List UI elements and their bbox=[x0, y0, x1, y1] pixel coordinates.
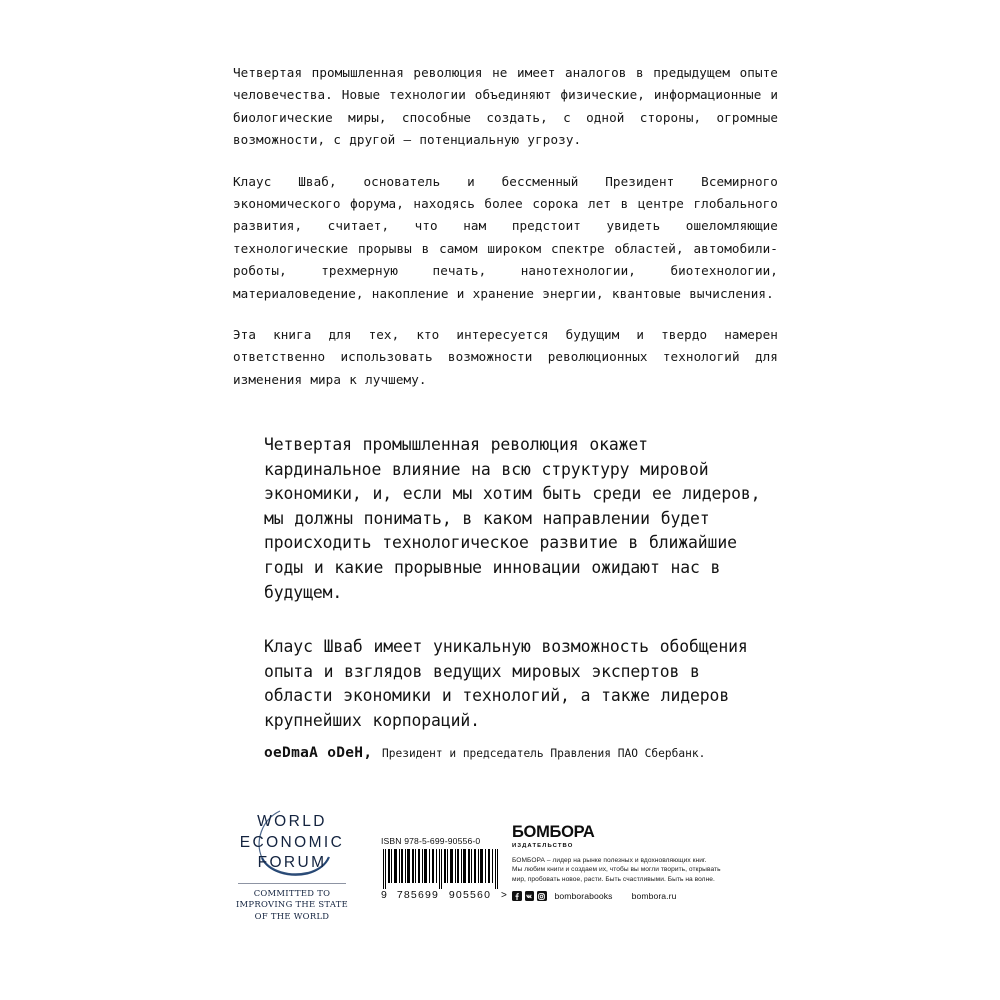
quote-attribution bbox=[264, 742, 804, 761]
publisher-block bbox=[512, 824, 802, 901]
attribution-role: Президент и председатель Правления ПАО Сбербанк. bbox=[382, 747, 706, 760]
intro-paragraph-2: Клаус Шваб, основатель и бессменный Президент Всемирного экономического форума, находясь более сорока лет в центре глобального развития, считает, что нам предстоит увидеть ошеломляющие технологические прорывы в самом широком спектре областей, автомобили-роботы, трехмерную печать, нанотехнологии, биотехнологии, материаловедение, накопление и хранение энергии, квантовые вычисления. bbox=[233, 173, 778, 301]
svg-text:WORLD: WORLD bbox=[257, 813, 327, 830]
publisher-name: БОМБОРА bbox=[512, 823, 595, 841]
attribution-author: oeDmaA oDeH, bbox=[264, 745, 373, 761]
wef-tagline-line-3: OF THE WORLD bbox=[254, 910, 330, 921]
facebook-icon[interactable] bbox=[512, 891, 522, 901]
instagram-icon[interactable] bbox=[537, 891, 547, 901]
intro-text-block bbox=[233, 62, 778, 391]
vk-icon[interactable] bbox=[525, 891, 535, 901]
isbn-barcode-block bbox=[381, 836, 507, 901]
intro-paragraph-1: Четвертая промышленная революция не имеет аналогов в предыдущем опыте человечества. Новые технологии объединяют физические, информационные и биологические миры, способные создать, с одной стороны, огромные возможности, с другой — потенциальную угрозу. bbox=[233, 65, 778, 148]
publisher-description bbox=[512, 856, 802, 884]
publisher-website[interactable]: bombora.ru bbox=[631, 891, 677, 902]
world-economic-forum-logo bbox=[233, 806, 351, 922]
barcode-digits-group-2: 905560 bbox=[448, 889, 492, 901]
intro-paragraph-3: Эта книга для тех, кто интересуется будущим и твердо намерен ответственно использовать возможности революционных технологий для изменения мира к лучшему. bbox=[233, 327, 778, 387]
publisher-social-handle[interactable]: bomborabooks bbox=[554, 891, 613, 902]
wef-divider bbox=[238, 883, 346, 884]
publisher-description-line-2: Мы любим книги и создаем их, чтобы вы могли творить, открывать bbox=[512, 866, 721, 874]
isbn-label: ISBN 978-5-699-90556-0 bbox=[381, 836, 481, 846]
publisher-social-row bbox=[512, 891, 802, 901]
publisher-subtitle: ИЗДАТЕЛЬСТВО bbox=[512, 843, 574, 849]
wef-tagline-line-2: IMPROVING THE STATE bbox=[235, 899, 349, 910]
barcode-digit-left: 9 bbox=[381, 889, 388, 901]
quote-paragraph-1: Четвертая промышленная революция окажет кардинальное влияние на всю структуру мировой экономики, и, если мы хотим быть среди ее лидеров, мы должны понимать, в каком направлении будет происходить технологическое развитие в ближайшие годы и какие прорывные инновации ожидают нас в будущем. bbox=[264, 435, 761, 602]
svg-text:ECONOMIC: ECONOMIC bbox=[239, 834, 345, 851]
quote-paragraph-2: Клаус Шваб имеет уникальную возможность обобщения опыта и взглядов ведущих мировых экспертов в области экономики и технологий, а также лидеров крупнейших корпораций. bbox=[264, 637, 748, 730]
wef-tagline bbox=[233, 888, 351, 922]
barcode-end-marker: > bbox=[500, 890, 507, 901]
ean13-barcode bbox=[381, 849, 503, 889]
wef-tagline-line-1: COMMITTED TO bbox=[253, 888, 331, 898]
pull-quote-block bbox=[264, 433, 764, 734]
barcode-digits bbox=[381, 889, 507, 901]
wef-wordmark bbox=[233, 806, 351, 878]
svg-text:FORUM: FORUM bbox=[257, 854, 327, 871]
publisher-description-line-1: БОМБОРА – лидер на рынке полезных и вдохновляющих книг. bbox=[512, 857, 707, 864]
barcode-digits-group-1: 785699 bbox=[396, 889, 440, 901]
publisher-description-line-3: мир, пробовать новое, расти. Быть счастливыми. Быть на волне. bbox=[512, 875, 715, 883]
